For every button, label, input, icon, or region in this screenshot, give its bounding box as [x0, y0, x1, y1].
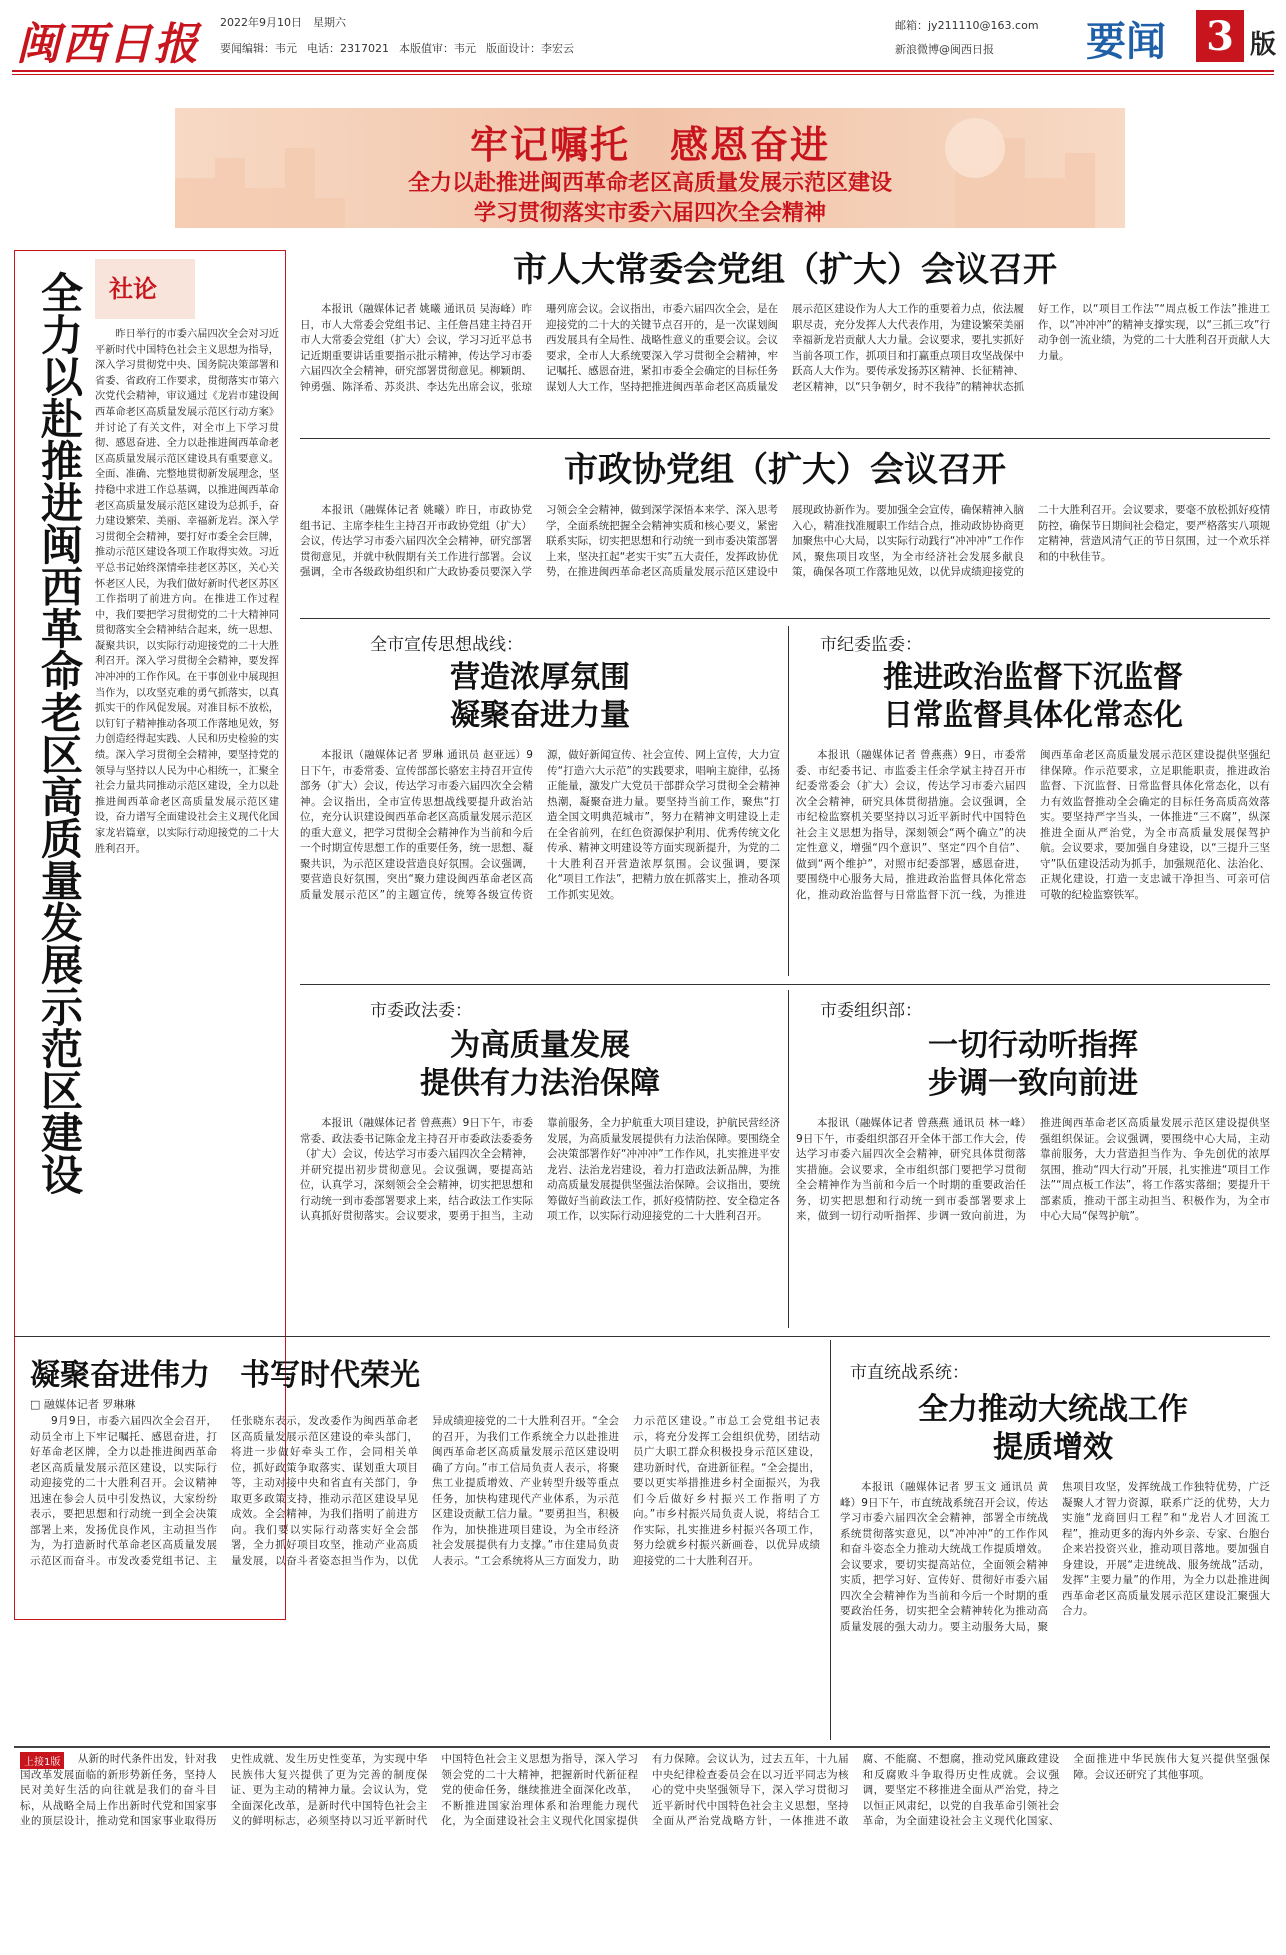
article-text-zuzhi: 本报讯（融媒体记者 曾燕燕 通讯员 林一峰）9日下午，市委组织部召开全体干部工作大会，传达学习市委六届四次全会精神，研究具体贯彻落实措施。会议要求，全市组织部门要把学习贯彻全会精神作为当前和今后一个时期的重要政治任务，切实把思想和行动统一到市委部署要求上来，做到一切行动听指挥、步调一致向前进，为推进闽西革命老区高质量发展示范区建设提供坚强组织保证。会议强调，要围绕中心大局，主动靠前服务，大力营造担当作为、争先创优的浓厚氛围，推动“四大行动”开展，扎实推进“项目工作法”“周点板工作法”，将工作落实落细；要提升干部素质，推动干部主动担当、积极作为，为全市中心大局“保驾护航”。: [796, 1117, 1270, 1222]
article-title-jiwei-2: 日常监督具体化常态化: [883, 698, 1183, 733]
masthead-meta-1: [220, 14, 346, 30]
kicker-tongzhan: 市直统战系统：: [850, 1363, 969, 1383]
article-title-jiwei-1: 推进政治监督下沉监督: [883, 660, 1183, 695]
article-body-zhengfa: [300, 1116, 780, 1328]
article-body-zuzhi: [796, 1116, 1270, 1328]
continued-from-tag: 上接1版: [20, 1752, 64, 1769]
article-text-tongzhan: 本报讯（融媒体记者 罗玉文 通讯员 黄峰）9日下午，市直统战系统召开会议，传达学习市委六届四次全会精神，部署全市统战系统贯彻落实意见，以“冲冲冲”的工作作风和奋斗姿态全力推动大统战工作提质增效。会议要求，要切实提高站位，全面领会精神实质，把学习好、宣传好、贯彻好市委六届四次全会精神作为当前和今后一个时期的重要政治任务，切实把全会精神转化为推动高质量发展的强大动力。要主动服务大局，聚焦项目攻坚，发挥统战工作独特优势，广泛凝聚人才智力资源，联系广泛的优势，大力实施“龙商回归工程”和“龙岩人才回流工程”，推动更多的海内外乡亲、专家、台胞台企来岩投资兴业，推动项目落地。要加强自身建设，开展“走进统战、服务统战”活动，发挥“主要力量”的作用，为全力以赴推进闽西革命老区高质量发展示范区建设汇聚强大合力。: [840, 1481, 1270, 1633]
article-title-zuzhi-1: 一切行动听指挥: [928, 1028, 1138, 1063]
article-title-tongzhan-1: 全力推动大统战工作: [918, 1392, 1188, 1427]
kicker-zuzhi: 市委组织部：: [820, 1001, 922, 1021]
designer: 版面设计：李宏云: [486, 42, 574, 55]
feature-title: 凝聚奋进伟力 书写时代荣光: [30, 1358, 420, 1393]
article-title-rendahui: 市人大常委会党组（扩大）会议召开: [513, 250, 1057, 290]
contact: [895, 14, 1039, 62]
newspaper-name: 闽西日报: [16, 19, 200, 70]
issue-date: 2022年9月10日 星期六: [220, 16, 346, 29]
article-title-zhengfa-2: 提供有力法治保障: [420, 1066, 660, 1101]
phone: 电话：2317021: [307, 42, 389, 55]
banner-title: 牢记嘱托 感恩奋进: [469, 122, 830, 167]
feature-body: [30, 1414, 820, 1736]
weibo: 新浪微博@闽西日报: [895, 43, 994, 56]
article-title-xuanchuan-2: 凝聚奋进力量: [450, 698, 630, 733]
article-title-zhengfa-1: 为高质量发展: [450, 1028, 630, 1063]
kicker-zhengfa: 市委政法委：: [370, 1001, 472, 1021]
page-suffix: 版: [1250, 30, 1277, 60]
article-text-zhengfa: 本报讯（融媒体记者 曾燕燕）9日下午，市委常委、政法委书记陈金龙主持召开市委政法委委务（扩大）会议，传达学习市委六届四次全会精神，并研究提出初步贯彻意见。会议强调，要提高站位，认真学习，深刻领会全会精神，切实把思想和行动统一到市委部署要求上来，结合政法工作实际认真抓好贯彻落实。会议要求，要勇于担当，主动靠前服务，全力护航重大项目建设，护航民营经济发展，为高质量发展提供有力法治保障。要围绕全会决策部署作好“冲冲冲”工作作风，扎实推进平安龙岩、法治龙岩建设，着力打造政法新品牌，为推动高质量发展提供坚强法治保障。会议指出，要统筹做好当前政法工作，抓好疫情防控、安全稳定各项工作，以实际行动迎接党的二十大胜利召开。: [300, 1117, 780, 1222]
article-body-rendahui: [300, 302, 1270, 430]
article-title-xuanchuan-1: 营造浓厚氛围: [450, 660, 630, 695]
page-number: 3: [1196, 10, 1244, 62]
banner-subtitle-2: 学习贯彻落实市委六届四次全会精神: [473, 200, 826, 226]
article-body-xuanchuan: [300, 748, 780, 976]
editor: 要闻编辑：韦元: [220, 42, 297, 55]
banner-subtitle-1: 全力以赴推进闽西革命老区高质量发展示范区建设: [407, 170, 892, 196]
article-body-jiwei: [796, 748, 1270, 976]
email: 邮箱：jy211110@163.com: [895, 19, 1039, 32]
checker: 本版值审：韦元: [399, 42, 476, 55]
topic-banner: [175, 108, 1125, 228]
masthead-meta-2: [220, 40, 574, 56]
bottom-text: 从新的时代条件出发，针对我国改革发展面临的新形势新任务，坚持人民对美好生活的向往就是我们的奋斗目标，从战略全局上作出新时代党和国家事业的顶层设计，推动党和国家事业取得历史性成就、发生历史性变革，为实现中华民族伟大复兴提供了更为完善的制度保证、更为主动的精神力量。会议认为，党全面深化改革，是新时代中国特色社会主义的鲜明标志，必须坚持以习近平新时代中国特色社会主义思想为指导，深入学习领会党的二十大精神，把握新时代新征程党的使命任务，继续推进全面深化改革，不断推进国家治理体系和治理能力现代化，为全面建设社会主义现代化国家提供有力保障。会议认为，过去五年，十九届中央纪律检查委员会在以习近平同志为核心的党中央坚强领导下，深入学习贯彻习近平新时代中国特色社会主义思想，坚持全面从严治党战略方针，一体推进不敢腐、不能腐、不想腐，推动党风廉政建设和反腐败斗争取得历史性成就。会议强调，要坚定不移推进全面从严治党，持之以恒正风肃纪，以党的自我革命引领社会革命，为全面建设社会主义现代化国家、全面推进中华民族伟大复兴提供坚强保障。会议还研究了其他事项。: [20, 1753, 1270, 1827]
article-text-rendahui: 本报讯（融媒体记者 姚曦 通讯员 吴海峰）昨日，市人大常委会党组书记、主任詹昌建主持召开市人大常委会党组（扩大）会议，学习习近平总书记近期重要讲话重要指示批示精神，传达学习市委六届四次全会精神，研究部署贯彻意见。柳颖朗、钟勇强、陈泽希、苏炎洪、李达先出席会议，张琼珊列席会议。会议指出，市委六届四次全会，是在迎接党的二十大的关键节点召开的，是一次谋划闽西发展具有全局性、战略性意义的重要会议。会议要求，全市人大系统要深入学习贯彻全会精神，牢记嘱托、感恩奋进，紧扣市委全会确定的目标任务谋划人大工作，坚持把推进闽西革命老区高质量发展示范区建设作为人大工作的重要着力点，依法履职尽责，充分发挥人大代表作用，为建设繁荣美丽幸福新龙岩贡献人大力量。会议要求，要扎实抓好当前各项工作，抓项目和打赢重点项目攻坚战保中跃高人大作为。要传承发扬苏区精神、长征精神、老区精神，以“只争朝夕，时不我待”的精神状态抓好工作，以“项目工作法”“周点板工作法”推进工作，以“冲冲冲”的精神支撑实现，以“三抓三攻”行动争创一流业绩，为党的二十大胜利召开贡献人大力量。: [300, 303, 1270, 393]
article-body-tongzhan: [840, 1480, 1270, 1736]
section-name: 要闻: [1086, 18, 1166, 65]
article-title-zuzhi-2: 步调一致向前进: [928, 1066, 1138, 1101]
editorial-title: 全力以赴推进闽西革命老区高质量发展示范区建设: [35, 271, 84, 1195]
article-text-zhengxie: 本报讯（融媒体记者 姚曦）昨日，市政协党组书记、主席李桂生主持召开市政协党组（扩大）会议，传达学习市委六届四次全会精神，研究部署贯彻意见，并就中秋假期有关工作进行部署。会议强调，全市各级政协组织和广大政协委员要深入学习领会全会精神，做到深学深悟本来学、深入思考学，全面系统把握全会精神实质和核心要义，紧密联系实际，切实把思想和行动统一到市委决策部署上来，坚决扛起“老实干实”五大责任，发挥政协优势，在推进闽西革命老区高质量发展示范区建设中展现政协新作为。要加强全会宣传，确保精神入脑入心，精准找准履职工作结合点，推动政协协商更加聚焦中心大局，以实际行动践行“冲冲冲”工作作风，聚焦项目攻坚，为全市经济社会发展多献良策，确保各项工作落地见效，以优异成绩迎接党的二十大胜利召开。会议要求，要毫不放松抓好疫情防控，确保节日期间社会稳定，要严格落实八项规定精神，营造风清气正的节日氛围，过一个欢乐祥和的中秋佳节。: [300, 504, 1270, 578]
bottom-body: [20, 1752, 1270, 1948]
masthead: [0, 0, 1286, 80]
editorial-tag: [95, 259, 195, 319]
article-body-zhengxie: [300, 503, 1270, 611]
article-title-zhengxie: 市政协党组（扩大）会议召开: [564, 450, 1006, 490]
article-text-jiwei: 本报讯（融媒体记者 曾燕燕）9日，市委常委、市纪委书记、市监委主任余学斌主持召开市纪委常委会（扩大）会议，传达学习市委六届四次全会精神，研究具体贯彻措施。会议强调，全市纪检监察机关要坚持以习近平新时代中国特色社会主义思想为指导，深刻领会“两个确立”的决定性意义，增强“四个意识”、坚定“四个自信”、做到“两个维护”，对照市纪委部署，感恩奋进，要围绕中心服务大局，推进政治监督具体化常态化，推动政治监督与日常监督下沉一线，为推进闽西革命老区高质量发展示范区建设提供坚强纪律保障。作示范要求，立足职能职责，推进政治监督、下沉监督、日常监督具体化常态化，以有力有效监督推动全会确定的目标任务高质高效落实。要坚持严字当头，一体推进“三不腐”，纵深推进全面从严治党，为全市高质量发展保驾护航。会议要求，要加强自身建设，以“三提升三坚守”队伍建设活动为抓手，加强规范化、法治化、正规化建设，打造一支忠诚干净担当、可亲可信可敬的纪检监察铁军。: [796, 749, 1270, 901]
feature-text: 9月9日，市委六届四次全会召开，动员全市上下牢记嘱托、感恩奋进，打好革命老区牌，全力以赴推进闽西革命老区高质量发展示范区建设，以实际行动迎接党的二十大胜利召开。会议精神迅速在参会人员中引发热议，大家纷纷表示，要把思想和行动统一到全会决策部署上来，发扬优良作风，主动担当作为，为打造新时代革命老区高质量发展示范区而奋斗。市发改委党组书记、主任张晓东表示，发改委作为闽西革命老区高质量发展示范区建设的牵头部门，将进一步做好牵头工作，会同相关单位，抓好政策争取落实、谋划重大项目等，主动对接中央和省直有关部门，争取更多政策支持，推动示范区建设早见成效。全会精神，为我们指明了前进方向。我们要以实际行动落实好全会部署，全力抓好项目攻坚，推动产业高质量发展，以奋斗者姿态担当作为，以优异成绩迎接党的二十大胜利召开。“全会的召开，为我们工作系统全力以赴推进闽西革命老区高质量发展示范区建设明确了方向。”市工信局负责人表示，将聚焦工业提质增效、产业转型升级等重点任务，加快构建现代产业体系，为示范区建设贡献工信力量。“要勇担当，积极作为，加快推进项目建设，为全市经济社会发展提供有力支撑。”市住建局负责人表示。“工会系统将从三方面发力，助力示范区建设。”市总工会党组书记表示，将充分发挥工会组织优势，团结动员广大职工群众积极投身示范区建设，建功新时代，奋进新征程。“全会提出，要以更实举措推进乡村全面振兴，为我们今后做好乡村振兴工作指明了方向。”市乡村振兴局负责人说，将结合工作实际，扎实推进乡村振兴各项工作，努力绘就乡村振兴新画卷，以优异成绩迎接党的二十大胜利召开。: [30, 1415, 820, 1567]
feature-byline: □ 融媒体记者 罗琳琳: [30, 1398, 136, 1411]
kicker-jiwei: 市纪委监委：: [820, 635, 922, 655]
article-text-xuanchuan: 本报讯（融媒体记者 罗琳 通讯员 赵亚远）9日下午，市委常委、宣传部部长骆宏主持召开宣传部务（扩大）会议，传达学习市委六届四次全会精神。会议指出，全市宣传思想战线要提升政治站位，充分认识建设闽西革命老区高质量发展示范区的重大意义，把学习贯彻全会精神作为当前和今后一个时期宣传思想工作的重要任务，统一思想、凝聚共识，为示范区建设营造良好氛围。会议强调，要营造良好氛围，突出“聚力建设闽西革命老区高质量发展示范区”的主题宣传，统筹各级宣传资源，做好新闻宣传、社会宣传、网上宣传，大力宣传“打造六大示范”的实践要求，唱响主旋律，弘扬正能量，激发广大党员干部群众学习贯彻全会精神热潮，凝聚奋进力量。要坚持当前工作，聚焦“打造全国文明典范城市”，努力在精神文明建设上走在全省前列，在红色资源保护利用、优秀传统文化传承、精神文明建设等方面实现新提升，为党的二十大胜利召开营造浓厚氛围。会议强调，要深化“项目工作法”，把精力放在抓落实上，推动各项工作抓实见效。: [300, 749, 780, 901]
article-title-tongzhan-2: 提质增效: [993, 1430, 1113, 1465]
editorial-text: 昨日举行的市委六届四次全会对习近平新时代中国特色社会主义思想为指导，深入学习贯彻党中央、国务院决策部署和省委、省政府工作要求，贯彻落实市第六次党代会精神，审议通过《龙岩市建设闽西革命老区高质量发展示范区行动方案》并讨论了有关文件，对全市上下学习贯彻、感恩奋进、全力以赴推进闽西革命老区高质量发展示范区建设具有重要意义。全面、准确、完整地贯彻新发展理念，坚持稳中求进工作总基调，以推进闽西革命老区高质量发展示范区建设为总抓手，奋力建设繁荣、美丽、幸福新龙岩。深入学习贯彻全会精神，要打好市委全会巨牌，推动示范区建设各项工作取得实效。习近平总书记始终深情牵挂老区苏区，关心关怀老区人民，为我们做好新时代老区苏区工作指明了前进方向。在推进工作过程中，我们要把学习贯彻党的二十大精神同贯彻落实全会精神结合起来，统一思想、凝聚共识，以实际行动迎接党的二十大胜利召开。深入学习贯彻全会精神，要发挥冲冲冲的工作作风。在干事创业中展现担当作为，以攻坚克难的勇气抓落实，以真抓实干的作风促发展。对准目标不放松，以钉钉子精神推动各项工作落地见效，努力创造经得起实践、人民和历史检验的实绩。深入学习贯彻全会精神，要坚持党的领导与坚持以人民为中心相统一，汇聚全社会力量共同推动示范区建设，全力以赴推进闽西革命老区高质量发展示范区建设，奋力谱写全面建设社会主义现代化国家龙岩篇章，以实际行动迎接党的二十大胜利召开。: [95, 329, 279, 855]
editorial-tag-label: 社论: [109, 274, 157, 303]
kicker-xuanchuan: 全市宣传思想战线：: [370, 635, 523, 655]
